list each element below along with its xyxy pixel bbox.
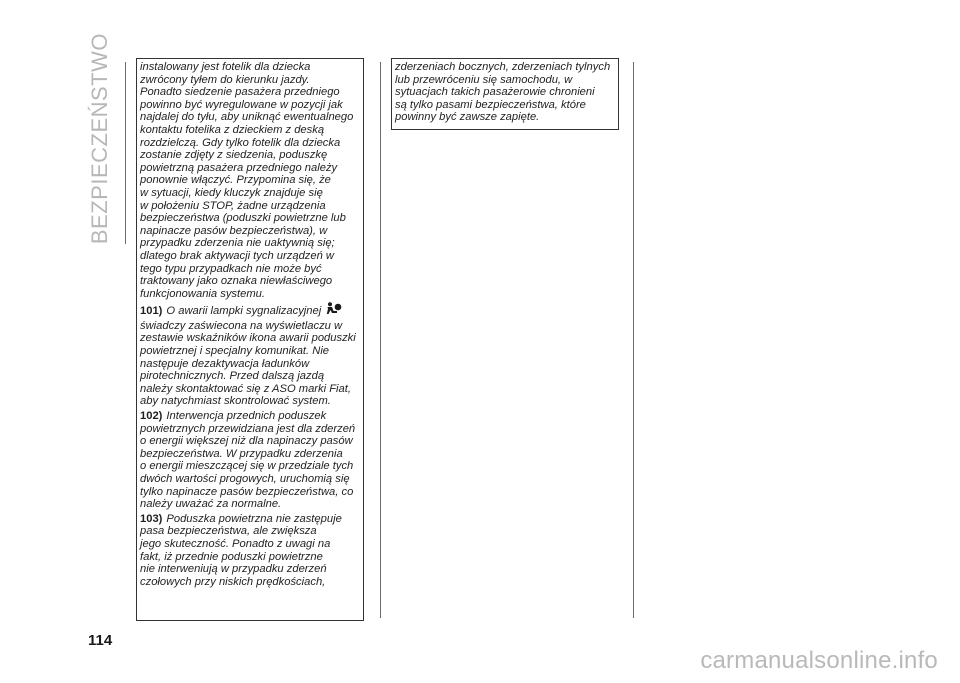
right-text-box bbox=[391, 58, 619, 130]
text-line: powietrznej i specjalny komunikat. Nie bbox=[140, 345, 330, 358]
text-line: bezpieczeństwa. W przypadku zderzenia bbox=[140, 447, 343, 460]
text-line: świadczy zaświecona na wyświetlaczu w bbox=[140, 319, 343, 332]
note-number: 102) bbox=[140, 410, 163, 423]
text-line: dwóch wartości progowych, uruchomią się bbox=[140, 473, 350, 485]
text-line: pirotechnicznych. Przed dalszą jazdą bbox=[140, 370, 325, 383]
text-line: zwrócony tyłem do kierunku jazdy. bbox=[140, 73, 310, 86]
note-first-line: O awarii lampki sygnalizacyjnej bbox=[166, 305, 322, 318]
text-line: o energii mieszczącej się w przedziale tych bbox=[140, 460, 354, 473]
note-body bbox=[140, 525, 363, 588]
text-line: zestawie wskaźników ikona awarii poduszki bbox=[140, 332, 356, 345]
text-line: nie interweniują w przypadku zderzeń bbox=[140, 563, 327, 576]
text-line: lub przewróceniu się samochodu, w bbox=[395, 73, 573, 86]
left-text-box bbox=[136, 58, 364, 621]
continued-paragraph bbox=[395, 61, 618, 124]
text-line: traktowany jako oznaka niewłaściwego bbox=[140, 275, 333, 288]
text-line: najdalej do tyłu, aby uniknąć ewentualnego bbox=[140, 111, 354, 124]
text-line: tylko napinacze pasów bezpieczeństwa, co bbox=[140, 485, 354, 498]
right-column-divider bbox=[633, 62, 634, 618]
note-number: 101) bbox=[140, 305, 163, 318]
note-103 bbox=[140, 513, 363, 589]
text-line: powietrznych przewidziana jest dla zderzeń bbox=[140, 422, 356, 435]
airbag-warning-icon bbox=[326, 302, 342, 320]
note-first-line: Interwencja przednich poduszek bbox=[166, 410, 327, 423]
intro-paragraph bbox=[140, 61, 363, 300]
text-line: w sytuacji, kiedy kluczyk znajduje się bbox=[140, 186, 323, 199]
text-line: należy skontaktować się z ASO marki Fiat, bbox=[140, 382, 351, 395]
text-line: rozdzielczą. Gdy tylko fotelik dla dziecka bbox=[140, 136, 341, 149]
text-line: zostanie zdjęty z siedzenia, poduszkę bbox=[140, 149, 328, 162]
text-line: w położeniu STOP, żadne urządzenia bbox=[140, 199, 326, 212]
text-line: powinny być zawsze zapięte. bbox=[395, 111, 540, 124]
note-body bbox=[140, 320, 363, 408]
text-line: przypadku zderzenia nie uaktywnią się; bbox=[140, 237, 335, 250]
watermark: carmanualsonline.info bbox=[700, 647, 938, 674]
text-line: czołowych przy niskich prędkościach, bbox=[140, 575, 326, 588]
note-body bbox=[140, 423, 363, 511]
note-101 bbox=[140, 302, 363, 408]
text-line: pasa bezpieczeństwa, ale zwiększa bbox=[140, 525, 317, 538]
page-number: 114 bbox=[88, 632, 113, 649]
text-line: są tylko pasami bezpieczeństwa, które bbox=[395, 98, 586, 111]
text-line: kontaktu fotelika z dzieckiem z deską bbox=[140, 123, 325, 136]
text-line: sytuacjach takich pasażerowie chronieni bbox=[395, 86, 595, 99]
note-first-line: Poduszka powietrzna nie zastępuje bbox=[166, 512, 342, 525]
text-line: Ponadto siedzenie pasażera przedniego bbox=[140, 86, 340, 99]
text-line: powietrzną pasażera przedniego należy bbox=[140, 161, 338, 174]
text-line: następuje dezaktywacja ładunków bbox=[140, 357, 310, 370]
text-line: należy uważać za normalne. bbox=[140, 498, 282, 511]
text-line: napinacze pasów bezpieczeństwa), w bbox=[140, 224, 328, 237]
text-line: instalowany jest fotelik dla dziecka bbox=[140, 61, 311, 73]
text-line: fakt, iż przednie poduszki powietrzne bbox=[140, 550, 323, 563]
text-line: bezpieczeństwa (poduszki powietrzne lub bbox=[140, 212, 346, 225]
text-line: ponownie włączyć. Przypomina się, że bbox=[140, 174, 331, 187]
text-line: dlatego brak aktywacji tych urządzeń w bbox=[140, 249, 335, 262]
text-line: powinno być wyregulowane w pozycji jak bbox=[140, 98, 343, 111]
text-line: aby natychmiast skontrolować system. bbox=[140, 395, 331, 408]
text-line: tego typu przypadkach nie może być bbox=[140, 262, 322, 275]
section-title bbox=[86, 32, 114, 244]
text-line: o energii większej niż dla napinaczy pasów bbox=[140, 435, 353, 448]
note-number: 103) bbox=[140, 512, 163, 525]
note-102 bbox=[140, 410, 363, 511]
text-line: jego skuteczność. Ponadto z uwagi na bbox=[140, 537, 331, 550]
left-column-divider bbox=[125, 62, 126, 244]
text-line: zderzeniach bocznych, zderzeniach tylnych bbox=[395, 61, 611, 73]
section-title-text: BEZPIECZEŃSTWO bbox=[87, 32, 112, 244]
text-line: funkcjonowania systemu. bbox=[140, 287, 265, 300]
middle-column-divider bbox=[380, 62, 381, 618]
